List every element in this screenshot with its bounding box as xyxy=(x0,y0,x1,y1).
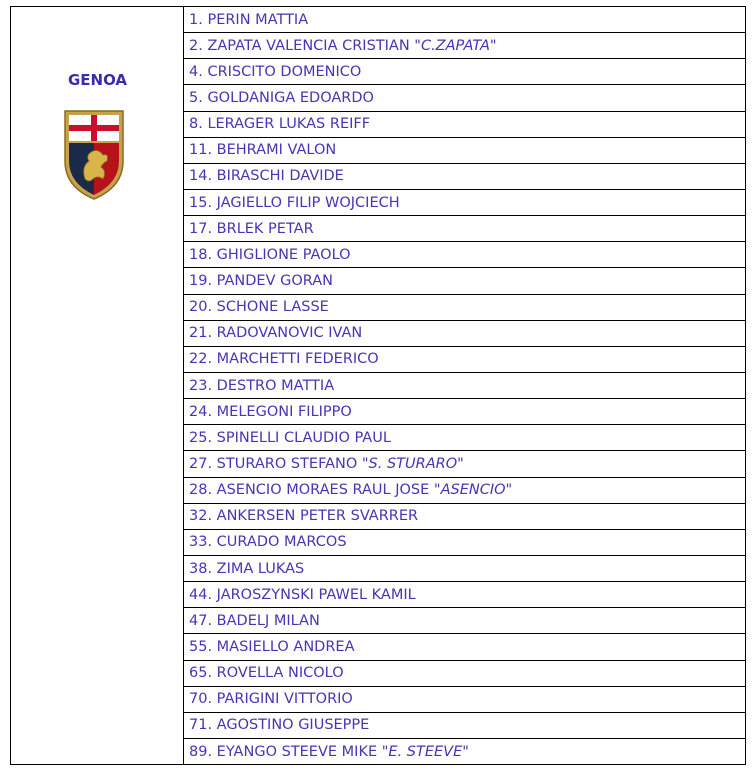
player-row xyxy=(184,242,745,268)
player-row xyxy=(184,687,745,713)
player-row xyxy=(184,634,745,660)
player-row xyxy=(184,164,745,190)
player-nickname: E. STEEVE xyxy=(388,743,463,760)
player-row xyxy=(184,295,745,321)
player-row xyxy=(184,268,745,294)
player-row xyxy=(184,373,745,399)
player-name: 19. PANDEV GORAN xyxy=(189,272,334,289)
player-row xyxy=(184,138,745,164)
player-row xyxy=(184,556,745,582)
player-name: 15. JAGIELLO FILIP WOJCIECH xyxy=(189,194,400,211)
player-nickname: C.ZAPATA xyxy=(420,37,490,54)
player-name: 2. ZAPATA VALENCIA CRISTIAN xyxy=(189,37,410,54)
player-row: 2. ZAPATA VALENCIA CRISTIAN " C.ZAPATA " xyxy=(184,33,745,59)
player-row xyxy=(184,321,745,347)
player-row xyxy=(184,190,745,216)
player-row xyxy=(184,530,745,556)
player-name: 23. DESTRO MATTIA xyxy=(189,377,335,394)
player-name: 47. BADELJ MILAN xyxy=(189,612,320,629)
roster-table xyxy=(10,6,746,765)
player-row xyxy=(184,713,745,739)
player-name: 1. PERIN MATTIA xyxy=(189,11,309,28)
player-row: 28. ASENCIO MORAES RAUL JOSE " ASENCIO " xyxy=(184,478,745,504)
player-name: 8. LERAGER LUKAS REIFF xyxy=(189,116,371,133)
player-row xyxy=(184,582,745,608)
player-name: 4. CRISCITO DOMENICO xyxy=(189,63,362,80)
player-name: 55. MASIELLO ANDREA xyxy=(189,638,355,655)
player-name: 89. EYANGO STEEVE MIKE xyxy=(189,743,378,760)
player-row xyxy=(184,216,745,242)
player-row xyxy=(184,7,745,33)
player-name: 11. BEHRAMI VALON xyxy=(189,142,337,159)
player-name: 14. BIRASCHI DAVIDE xyxy=(189,168,344,185)
player-name: 18. GHIGLIONE PAOLO xyxy=(189,246,351,263)
player-row xyxy=(184,85,745,111)
player-name: 71. AGOSTINO GIUSEPPE xyxy=(189,717,370,734)
player-row xyxy=(184,112,745,138)
player-row: 89. EYANGO STEEVE MIKE " E. STEEVE " xyxy=(189,743,469,760)
player-name: 21. RADOVANOVIC IVAN xyxy=(189,325,363,342)
player-name: 65. ROVELLA NICOLO xyxy=(189,665,344,682)
player-row: 27. STURARO STEFANO " S. STURARO " xyxy=(184,451,745,477)
player-name: 5. GOLDANIGA EDOARDO xyxy=(189,89,374,106)
player-name: 33. CURADO MARCOS xyxy=(189,534,347,551)
player-name: 38. ZIMA LUKAS xyxy=(189,560,305,577)
genoa-crest-icon xyxy=(63,109,125,201)
player-name: 70. PARIGINI VITTORIO xyxy=(189,691,353,708)
player-name: 24. MELEGONI FILIPPO xyxy=(189,403,352,420)
player-name: 20. SCHONE LASSE xyxy=(189,299,329,316)
player-name: 17. BRLEK PETAR xyxy=(189,220,314,237)
team-cell xyxy=(11,7,184,764)
player-name: 22. MARCHETTI FEDERICO xyxy=(189,351,379,368)
team-name: GENOA xyxy=(67,71,128,89)
player-row xyxy=(184,608,745,634)
player-list xyxy=(184,7,745,764)
player-row xyxy=(184,504,745,530)
player-name: 44. JAROSZYNSKI PAWEL KAMIL xyxy=(189,586,416,603)
player-row xyxy=(184,347,745,373)
player-name: 25. SPINELLI CLAUDIO PAUL xyxy=(189,429,391,446)
player-nickname: S. STURARO xyxy=(368,455,458,472)
player-row xyxy=(184,399,745,425)
player-nickname: ASENCIO xyxy=(440,482,506,499)
player-row xyxy=(184,661,745,687)
player-name: 27. STURARO STEFANO xyxy=(189,455,358,472)
player-row xyxy=(184,59,745,85)
player-row xyxy=(184,425,745,451)
player-name: 28. ASENCIO MORAES RAUL JOSE xyxy=(189,482,430,499)
player-name: 32. ANKERSEN PETER SVARRER xyxy=(189,508,419,525)
